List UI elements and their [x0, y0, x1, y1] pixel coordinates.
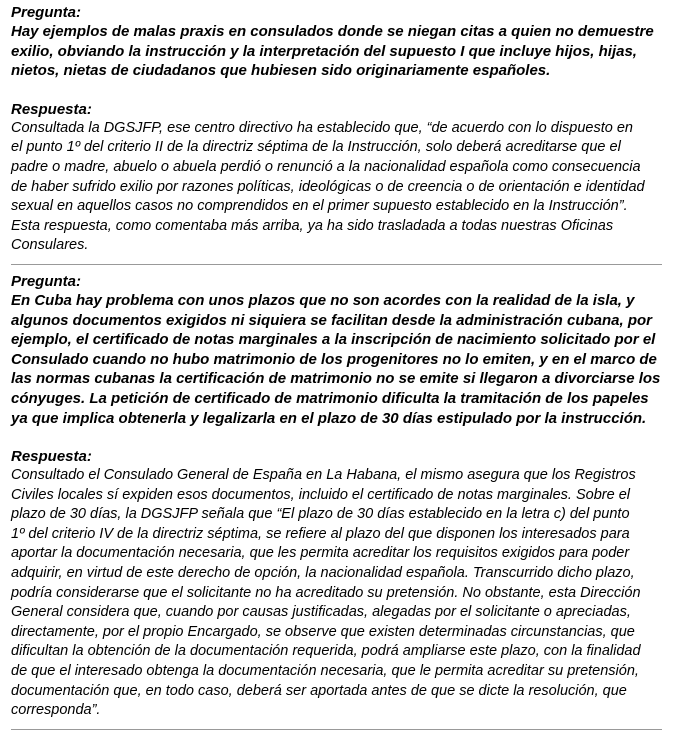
answer-line: padre o madre, abuelo o abuela perdió o renunció a la nacionalidad española como consecuencia	[11, 158, 641, 175]
answer-label: Respuesta:	[11, 448, 92, 466]
answer-line: el punto 1º del criterio II de la directriz séptima de la Instrucción, solo deberá acreditarse que el	[11, 139, 621, 156]
question-line: Consulado cuando no hubo matrimonio de los progenitores no lo emiten, y en el marco de	[11, 350, 657, 368]
answer-line: Civiles locales sí expiden esos documentos, incluido el certificado de notas marginales. Sobre el	[11, 486, 630, 503]
answer-line: sexual en aquellos casos no comprendidos en el primer supuesto establecido en la Instrucción”.	[11, 198, 628, 215]
answer-line: 1º del criterio IV de la directriz séptima, se refiere al plazo del que disponen los interesados para	[11, 525, 630, 542]
section-divider	[11, 729, 662, 730]
answer-line: dificultan la obtención de la documentación requerida, podrá ampliarse este plazo, con la finalidad	[11, 643, 641, 660]
question-line: algunos documentos exigidos ni siquiera se facilitan desde la administración cubana, por	[11, 311, 652, 329]
question-label: Pregunta:	[11, 4, 82, 21]
answer-line: de haber sufrido exilio por razones políticas, ideológicas o de creencia o de orientación e identidad	[11, 178, 645, 195]
qa-block-1	[11, 3, 662, 256]
answer-line: Consultado el Consulado General de España en La Habana, el mismo asegura que los Registros	[11, 467, 636, 484]
question-line: las normas cubanas la certificación de matrimonio no se emite si llegaron a divorciarse los	[11, 370, 661, 388]
question-line: nietos, nietas de ciudadanos que hubiesen sido originariamente españoles.	[11, 62, 551, 80]
answer-line: General considera que, cuando por causas justificadas, alegadas por el solicitante o apreciadas,	[11, 604, 631, 621]
question-line: ya que implica obtenerla y legalizarla en el plazo de 30 días estipulado por la instrucción.	[11, 409, 647, 427]
answer-text	[11, 466, 662, 721]
question-line: ejemplo, el certificado de notas marginales a la inscripción de nacimiento solicitado por el	[11, 331, 656, 349]
answer-line: corresponda”.	[11, 702, 101, 719]
answer-line: podría considerarse que el solicitante no ha acreditado su pretensión. No obstante, esta Dirección	[11, 584, 641, 601]
question-text	[11, 291, 662, 428]
answer-line: plazo de 30 días, la DGSJFP señala que “El plazo de 30 días establecido en la letra c) del punto	[11, 506, 630, 523]
question-line: exilio, obviando la instrucción y la interpretación del supuesto I que incluye hijos, hijas,	[11, 42, 637, 60]
question-line: cónyuges. La petición de certificado de matrimonio dificulta la tramitación de los papeles	[11, 389, 649, 407]
document-page	[11, 3, 662, 737]
question-line: En Cuba hay problema con unos plazos que no son acordes con la realidad de la isla, y	[11, 291, 635, 309]
question-label: Pregunta:	[11, 272, 82, 290]
answer-line: directamente, por el propio Encargado, se observe que existen determinadas circunstancias, que	[11, 623, 635, 640]
qa-block-2	[11, 272, 662, 721]
section-divider	[11, 264, 662, 265]
answer-label: Respuesta:	[11, 100, 92, 118]
answer-line: de que el interesado obtenga la documentación necesaria, que le permita acreditar su pretensión,	[11, 663, 639, 680]
answer-text	[11, 119, 662, 256]
answer-line: Consultada la DGSJFP, ese centro directivo ha establecido que, “de acuerdo con lo dispuesto en	[11, 119, 633, 136]
answer-line: documentación que, en todo caso, deberá ser aportada antes de que se dicte la resolución, que	[11, 682, 627, 699]
question-line: Hay ejemplos de malas praxis en consulados donde se niegan citas a quien no demuestre	[11, 23, 654, 40]
question-text	[11, 22, 662, 81]
answer-line: aportar la documentación necesaria, que les permita acreditar los requisitos exigidos para poder	[11, 545, 630, 562]
answer-line: Consulares.	[11, 237, 89, 254]
answer-line: adquirir, en virtud de este derecho de opción, la nacionalidad española. Transcurrido dicho plazo,	[11, 565, 635, 582]
answer-line: Esta respuesta, como comentaba más arriba, ya ha sido trasladada a todas nuestras Oficinas	[11, 217, 614, 234]
